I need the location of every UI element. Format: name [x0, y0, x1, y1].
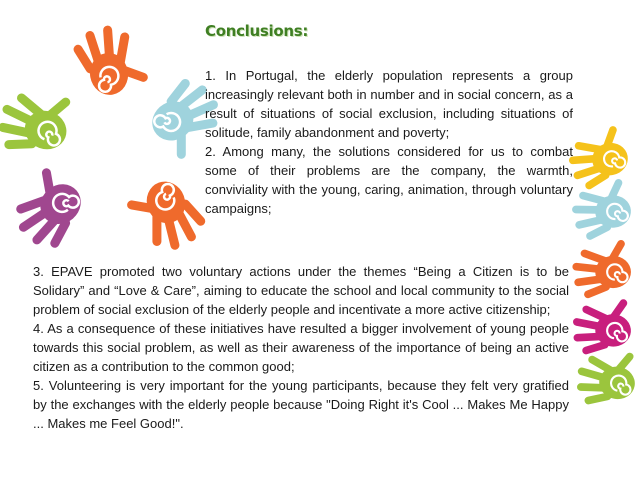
conclusion-point-3: 3. EPAVE promoted two voluntary actions under the themes “Being a Citizen is to be Solidary” and “Love & Care”, aiming to educate the school and local community to the social problem of social exclusion of the elderly people and incentivate a more active citizenship; [33, 264, 569, 317]
conclusions-upper [205, 66, 573, 218]
blue-hand-icon-right [569, 177, 633, 243]
purple-hand-icon [0, 161, 97, 260]
conclusion-point-1: 1. In Portugal, the elderly population represents a group increasingly relevant both in number and in social concern, as a result of situations of social exclusion, including situations of solitude, family abandonment and poverty; [205, 68, 573, 140]
slide-title: Conclusions: [205, 22, 309, 40]
green-hand-icon-right [572, 343, 638, 413]
orange-hand-icon [69, 20, 151, 101]
green-hand-icon [0, 77, 79, 168]
orange-hand-icon-lower [122, 172, 213, 262]
conclusion-point-2: 2. Among many, the solutions considered for us to combat some of their problems are the company, the warmth, conviviality with the young, caring, animation, through voluntary campaigns; [205, 144, 573, 216]
conclusion-point-5: 5. Volunteering is very important for the young participants, because they felt very gratified by the exchanges with the elderly people because "Doing Right it's Cool ... Makes Me Happy ... Makes me Feel Good!". [33, 378, 569, 431]
magenta-hand-icon-right [570, 294, 634, 360]
conclusion-point-4: 4. As a consequence of these initiatives have resulted a bigger involvement of young people towards this social problem, as well as their awareness of the importance of being an active citizen as a contribution to the common good; [33, 321, 569, 374]
orange-hand-icon-right [572, 239, 631, 300]
conclusions-lower [33, 262, 569, 433]
